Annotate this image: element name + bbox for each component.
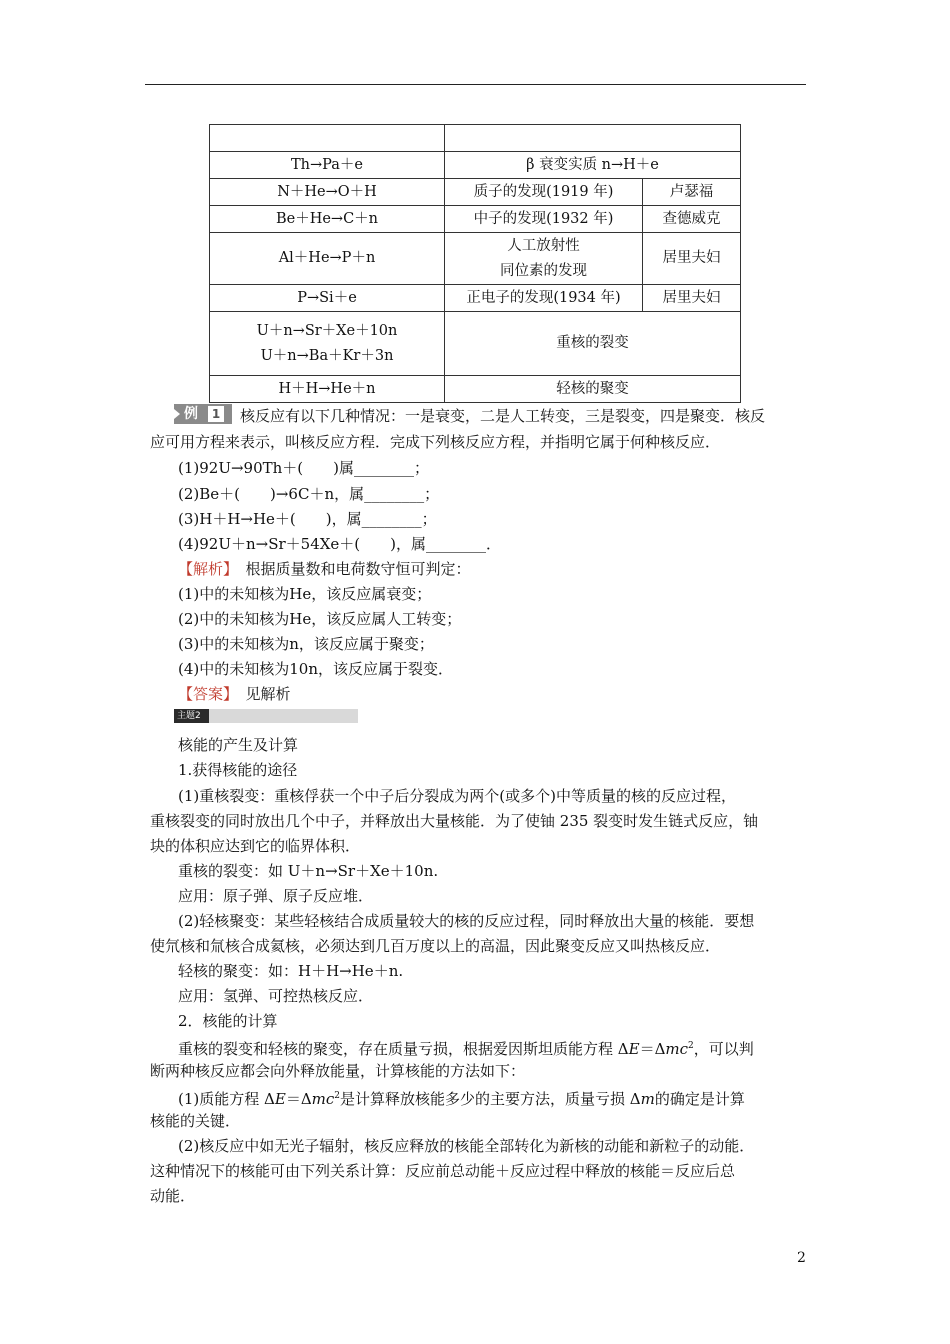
paragraph-line: 断两种核反应都会向外释放能量，计算核能的方法如下：: [150, 1062, 526, 1080]
question-item: (4)92U＋n→Sr＋54Xe＋( )，属________．: [178, 535, 501, 553]
section-heading: 1.获得核能的途径: [178, 761, 298, 779]
reaction-description: [445, 233, 643, 285]
text-run: mc: [311, 1090, 335, 1108]
analysis-text: 根据质量数和电荷数守恒可判定：: [230, 560, 471, 578]
paragraph-line: 轻核的聚变：如：H＋H→He＋n.: [178, 962, 404, 980]
text-run: (1)质能方程 Δ: [178, 1090, 275, 1108]
analysis-item: (2)中的未知核为He，该反应属人工转变；: [178, 610, 462, 628]
analysis-item: (3)中的未知核为n，该反应属于聚变；: [178, 635, 434, 653]
text-run: 2: [334, 1091, 341, 1101]
reaction-equation: Be＋He→C＋n: [210, 206, 445, 233]
paragraph-line: 重核裂变的同时放出几个中子，并释放出大量核能．为了使铀 235 裂变时发生链式反应，铀: [150, 812, 759, 830]
reaction-equation: [210, 312, 445, 376]
paragraph-line: (1)重核裂变：重核俘获一个中子后分裂成为两个(或多个)中等质量的核的反应过程，: [178, 787, 736, 805]
nuclear-reaction-table: [209, 124, 741, 403]
text-run: ＝Δ: [285, 1090, 312, 1108]
table-header-cell: [210, 125, 445, 152]
reaction-description: β 衰变实质 n→H＋e: [445, 152, 741, 179]
discoverer: 卢瑟福: [643, 179, 741, 206]
equation-line: U＋n→Sr＋Xe＋10n: [256, 322, 398, 339]
discoverer: 查德威克: [643, 206, 741, 233]
example-badge-word: 例: [184, 406, 198, 422]
reaction-description: 重核的裂变: [445, 312, 741, 376]
text-run: 的确定是计算: [654, 1090, 745, 1108]
section-heading: 2．核能的计算: [178, 1012, 278, 1030]
reaction-description: 质子的发现(1919 年): [445, 179, 643, 206]
question-item: (2)Be＋( )→6C＋n，属________；: [178, 485, 440, 503]
paragraph-line: [178, 1084, 745, 1111]
reaction-equation: Al＋He→P＋n: [210, 233, 445, 285]
example-badge-number: 1: [208, 406, 224, 422]
text-run: ＝Δ: [639, 1040, 666, 1058]
text-run: 2: [688, 1041, 694, 1051]
description-line: 人工放射性: [507, 237, 580, 254]
reaction-equation: H＋H→He＋n: [210, 376, 445, 403]
question-item: (1)92U→90Th＋( )属________；: [178, 459, 430, 477]
text-run: E: [274, 1090, 286, 1108]
paragraph-line: 块的体积应达到它的临界体积．: [150, 837, 361, 855]
table-header-cell: [445, 125, 741, 152]
paragraph-line: 应用：原子弹、原子反应堆．: [178, 887, 374, 905]
reaction-description: 正电子的发现(1934 年): [445, 285, 643, 312]
reaction-description: 轻核的聚变: [445, 376, 741, 403]
paragraph-line: 使氘核和氚核合成氦核，必须达到几百万度以上的高温，因此聚变反应又叫热核反应．: [150, 937, 721, 955]
description-line: 同位素的发现: [500, 262, 587, 279]
discoverer: 居里夫妇: [643, 233, 741, 285]
reaction-equation: P→Si＋e: [210, 285, 445, 312]
paragraph-line: 核能的关键．: [150, 1112, 241, 1130]
topic-title: 核能的产生及计算: [178, 736, 299, 754]
reaction-description: 中子的发现(1932 年): [445, 206, 643, 233]
question-item: (3)H＋H→He＋( )，属________；: [178, 510, 437, 528]
analysis-tag: 【解析】: [178, 560, 231, 578]
text-run: ，可以判: [693, 1040, 754, 1058]
text-run: 是计算释放核能多少的主要方法，质量亏损 Δ: [340, 1090, 641, 1108]
analysis-item: (4)中的未知核为10n，该反应属于裂变．: [178, 660, 453, 678]
header-rule: [145, 84, 806, 85]
reaction-equation: N＋He→O＋H: [210, 179, 445, 206]
topic-bar: [174, 709, 358, 723]
answer-line: [178, 682, 291, 706]
paragraph-line: [178, 1034, 754, 1061]
answer-text: 见解析: [230, 685, 291, 703]
paragraph-line: 应用：氢弹、可控热核反应．: [178, 987, 374, 1005]
discoverer: 居里夫妇: [643, 285, 741, 312]
answer-tag: 【答案】: [178, 685, 231, 703]
analysis-item: (1)中的未知核为He，该反应属衰变；: [178, 585, 432, 603]
page-number: 2: [797, 1250, 806, 1266]
equation-line: U＋n→Ba＋Kr＋3n: [260, 347, 394, 364]
triangle-icon: [174, 409, 180, 419]
example-intro: 应可用方程来表示，叫核反应方程．完成下列核反应方程，并指明它属于何种核反应．: [150, 433, 721, 451]
text-run: m: [640, 1090, 655, 1108]
paragraph-line: (2)核反应中如无光子辐射，核反应释放的核能全部转化为新核的动能和新粒子的动能．: [178, 1137, 755, 1155]
paragraph-line: 动能．: [150, 1187, 196, 1205]
reaction-equation: Th→Pa＋e: [210, 152, 445, 179]
analysis-line: [178, 557, 471, 581]
text-run: E: [628, 1040, 640, 1058]
paragraph-line: (2)轻核聚变：某些轻核结合成质量较大的核的反应过程，同时释放出大量的核能．要想: [178, 912, 755, 930]
paragraph-line: 这种情况下的核能可由下列关系计算：反应前总动能＋反应过程中释放的核能＝反应后总: [150, 1162, 736, 1180]
text-run: mc: [665, 1040, 689, 1058]
paragraph-line: 重核的裂变：如 U＋n→Sr＋Xe＋10n.: [178, 862, 439, 880]
example-intro: 核反应有以下几种情况：一是衰变，二是人工转变，三是裂变，四是聚变．核反: [240, 407, 766, 425]
topic-bar-label: 主题2: [174, 709, 209, 723]
text-run: 重核的裂变和轻核的聚变，存在质量亏损，根据爱因斯坦质能方程 Δ: [178, 1040, 629, 1058]
example-badge: [174, 404, 232, 424]
